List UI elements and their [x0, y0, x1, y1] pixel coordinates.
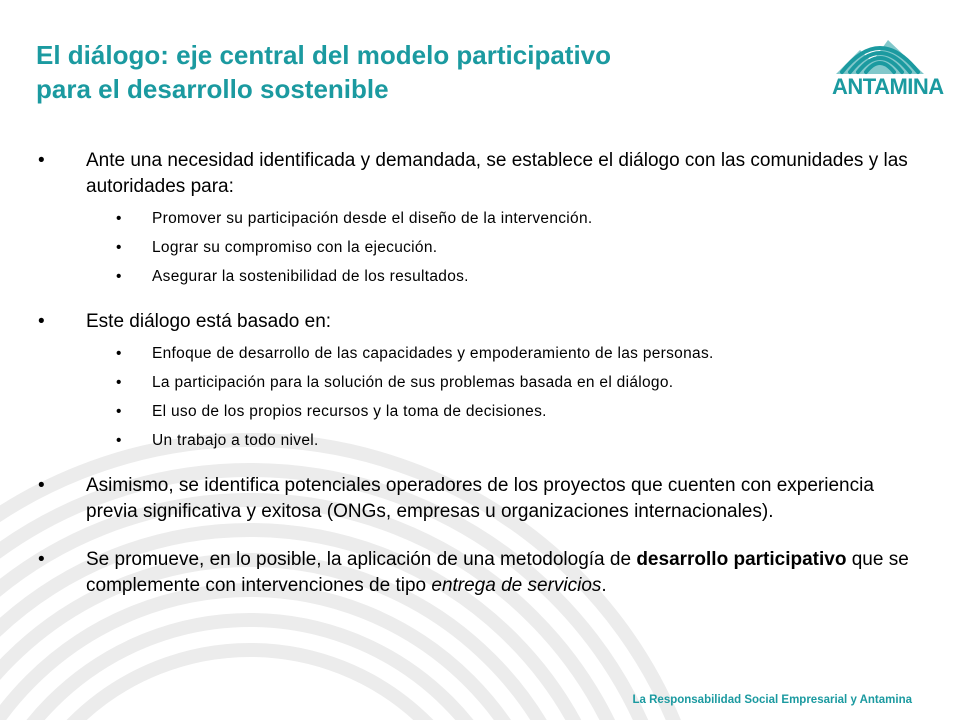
bullet-marker: •: [38, 150, 45, 171]
bullet-marker: •: [116, 239, 122, 256]
sub-bullet-text: Promover su participación desde el diseño de la intervención.: [152, 210, 593, 227]
logo-wordmark: ANTAMINA: [832, 74, 944, 99]
bullet-text-part: Se promueve, en lo posible, la aplicación de una metodología de: [86, 549, 637, 570]
sub-bullet-text: La participación para la solución de sus problemas basada en el diálogo.: [152, 374, 674, 391]
bullet-text: Ante una necesidad identificada y demandada, se establece el diálogo con las comunidades y las autoridades para:: [86, 150, 908, 197]
title-line-2: para el desarrollo sostenible: [36, 74, 389, 104]
sub-bullet-item: [36, 344, 916, 364]
sub-bullet-item: [36, 373, 916, 393]
bullet-marker: •: [116, 432, 122, 449]
bullet-item: [36, 148, 916, 200]
sub-bullet-item: [36, 267, 916, 287]
page-title: [36, 38, 796, 106]
bullet-marker: •: [116, 268, 122, 285]
footer-caption: La Responsabilidad Social Empresarial y Antamina: [632, 694, 912, 706]
sub-bullet-text: Lograr su compromiso con la ejecución.: [152, 239, 438, 256]
bullet-text-part: .: [601, 575, 607, 596]
sub-bullet-text: Un trabajo a todo nivel.: [152, 432, 319, 449]
bullet-marker: •: [116, 403, 122, 420]
bullet-text-part: que se complemente con intervenciones de tipo: [86, 549, 909, 596]
sub-bullet-text: El uso de los propios recursos y la toma de decisiones.: [152, 403, 547, 420]
bullet-marker: •: [116, 374, 122, 391]
bullet-marker: •: [116, 345, 122, 362]
bullet-marker: •: [38, 311, 45, 332]
italic-phrase: entrega de servicios: [431, 575, 602, 596]
sub-bullet-item: [36, 402, 916, 422]
bullet-text: Asimismo, se identifica potenciales operadores de los proyectos que cuenten con experiencia previa significativa y exitosa (ONGs, empresas u organizaciones internacionales).: [86, 475, 874, 522]
bullet-marker: •: [116, 210, 122, 227]
title-line-1: El diálogo: eje central del modelo participativo: [36, 40, 612, 70]
bullet-text: Este diálogo está basado en:: [86, 311, 332, 332]
sub-bullet-text: Asegurar la sostenibilidad de los resultados.: [152, 268, 469, 285]
bullet-item: [36, 309, 916, 335]
sub-bullet-item: [36, 238, 916, 258]
bullet-item: [36, 473, 916, 525]
bullet-item: [36, 547, 916, 599]
bullet-marker: •: [38, 475, 45, 496]
sub-bullet-text: Enfoque de desarrollo de las capacidades y empoderamiento de las personas.: [152, 345, 714, 362]
bold-phrase: desarrollo participativo: [636, 549, 847, 570]
sub-bullet-item: [36, 431, 916, 451]
bullet-marker: •: [38, 549, 45, 570]
slide-body: [36, 148, 916, 599]
sub-bullet-item: [36, 209, 916, 229]
